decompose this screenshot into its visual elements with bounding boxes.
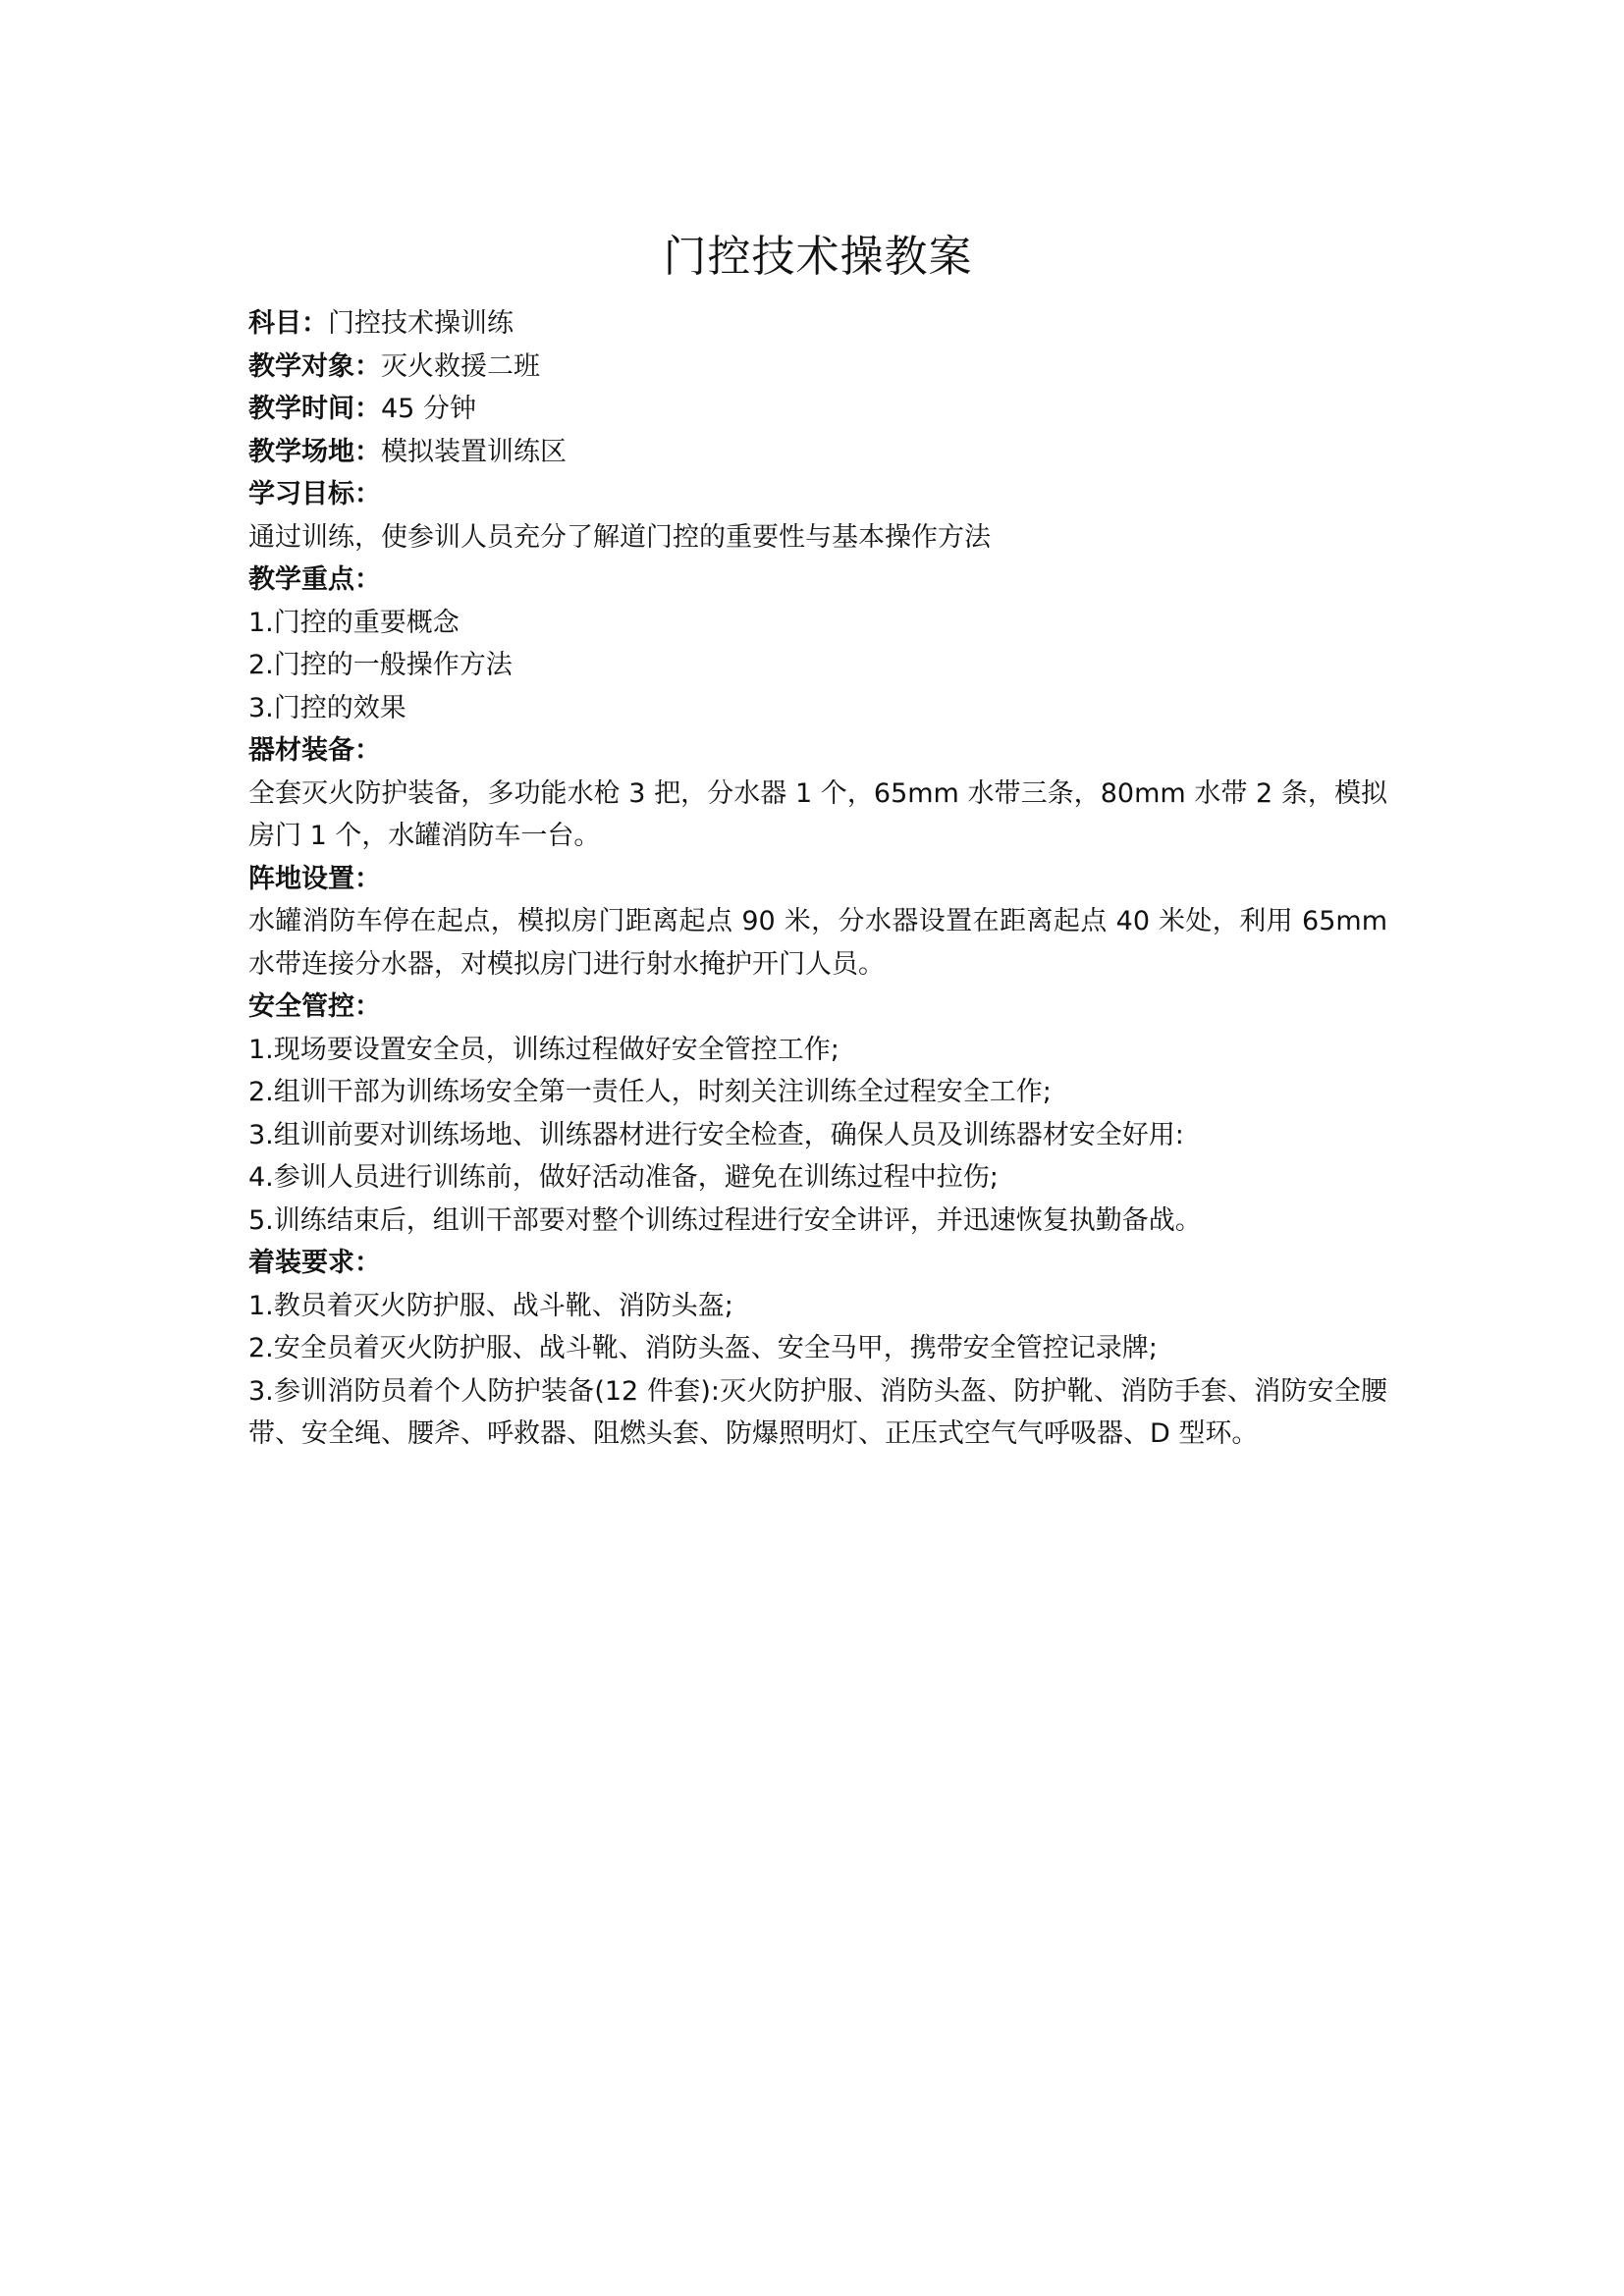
list-item: 1.现场要设置安全员，训练过程做好安全管控工作; (248, 1034, 839, 1065)
list-item: 2.组训干部为训练场安全第一责任人，时刻关注训练全过程安全工作; (248, 1077, 1052, 1107)
section-heading: 器材装备： (248, 735, 381, 766)
list-item: 2.安全员着灭火防护服、战斗靴、消防头盔、安全马甲，携带安全管控记录牌; (248, 1333, 1158, 1363)
section-heading: 教学重点： (248, 564, 381, 595)
section-heading: 阵地设置： (248, 863, 381, 894)
list-item: 1.门控的重要概念 (248, 607, 460, 638)
list-item: 3.组训前要对训练场地、训练器材进行安全检查，确保人员及训练器材安全好用: (248, 1119, 1184, 1150)
info-label: 教学对象： (248, 350, 381, 382)
info-value: 45 分钟 (381, 394, 476, 424)
info-block (248, 302, 1387, 473)
list-item: 3.参训消防员着个人防护装备(12 件套):灭火防护服、消防头盔、防护靴、消防手套、消防安全腰带、安全绳、腰斧、呼救器、阻燃头套、防爆照明灯、正压式空气气呼吸器、D 型环。 (248, 1375, 1387, 1449)
section-heading: 安全管控： (248, 991, 381, 1022)
goal-text: 通过训练，使参训人员充分了解道门控的重要性与基本操作方法 (248, 521, 991, 553)
info-subject (248, 302, 1387, 346)
list-item: 1.教员着灭火防护服、战斗靴、消防头盔; (248, 1290, 733, 1321)
equipment-text: 全套灭火防护装备，多功能水枪 3 把，分水器 1 个，65mm 水带三条，80mm 水带 2 条，模拟房门 1 个，水罐消防车一台。 (248, 777, 1387, 851)
section-heading: 学习目标： (248, 479, 381, 509)
list-item: 5.训练结束后，组训干部要对整个训练过程进行安全讲评，并迅速恢复执勤备战。 (248, 1204, 1202, 1236)
info-value: 门控技术操训练 (328, 308, 514, 339)
dress-section (248, 1242, 1387, 1456)
setup-text: 水罐消防车停在起点，模拟房门距离起点 90 米，分水器设置在距离起点 40 米处，利用 65mm 水带连接分水器，对模拟房门进行射水掩护开门人员。 (248, 906, 1387, 980)
info-value: 模拟装置训练区 (381, 436, 567, 467)
goal-section (248, 473, 1387, 559)
info-venue (248, 431, 1387, 474)
info-label: 教学时间： (248, 394, 381, 424)
info-value: 灭火救援二班 (381, 350, 540, 382)
list-item: 4.参训人员进行训练前，做好活动准备，避免在训练过程中拉伤; (248, 1162, 999, 1193)
info-audience (248, 346, 1387, 389)
info-time (248, 388, 1387, 431)
list-item: 2.门控的一般操作方法 (248, 650, 513, 680)
list-item: 3.门控的效果 (248, 692, 406, 723)
section-heading: 着装要求： (248, 1248, 381, 1278)
document-title: 门控技术操教案 (663, 232, 973, 282)
info-label: 科目： (248, 308, 328, 339)
equipment-section (248, 729, 1387, 858)
document-page (248, 218, 1387, 1456)
setup-section (248, 858, 1387, 987)
key-points-section (248, 559, 1387, 729)
info-label: 教学场地： (248, 436, 381, 467)
safety-section (248, 986, 1387, 1242)
